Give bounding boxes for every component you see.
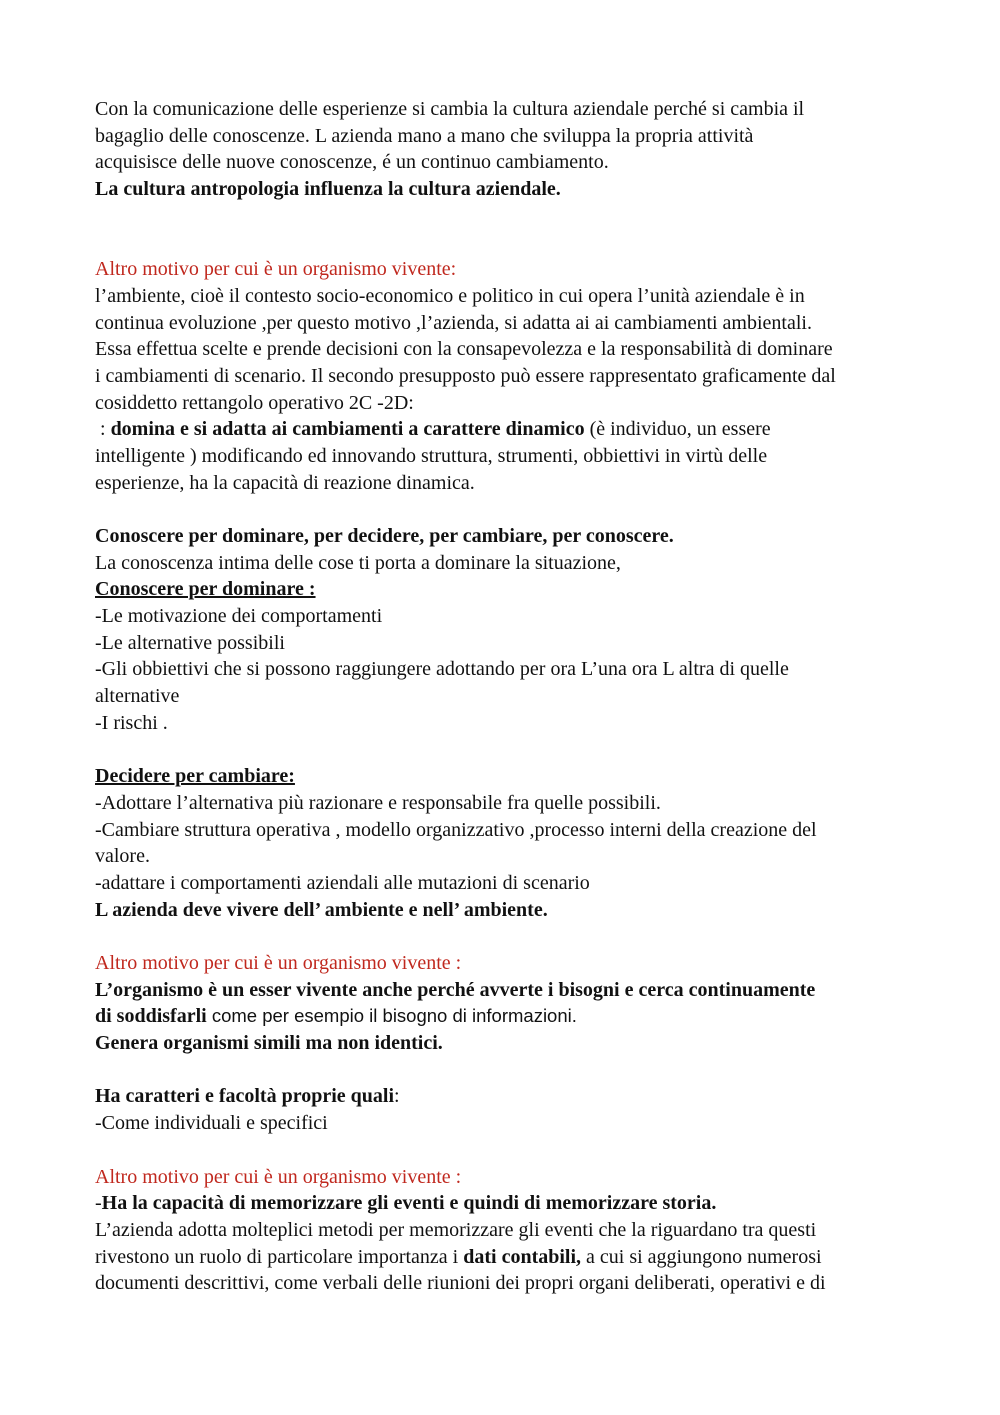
text-line	[95, 1190, 925, 1217]
text-line: documenti descrittivi, come verbali delle riunioni dei propri organi deliberati, operativi e di	[95, 1272, 826, 1295]
list-item: -Le motivazione dei comportamenti	[95, 605, 383, 628]
list-item: -Gli obbiettivi che si possono raggiungere adottando per ora L’una ora L altra di quelle	[95, 658, 789, 681]
text-line: intelligente ) modificando ed innovando struttura, strumenti, obbiettivi in virtù delle	[95, 444, 768, 467]
bold-statement: L’organismo è un esser vivente anche perché avverte i bisogni e cerca continuamente	[95, 978, 816, 1001]
text-line: i cambiamenti di scenario. Il secondo presupposto può essere rappresentato graficamente dal	[95, 364, 836, 387]
subheading: Conoscere per dominare :	[95, 578, 316, 601]
text-line	[95, 416, 925, 443]
list-item: valore.	[95, 845, 150, 868]
text-line	[95, 1083, 925, 1110]
bold-fragment: Ha caratteri e facoltà proprie quali	[95, 1085, 395, 1108]
text-fragment: -	[95, 1192, 102, 1215]
bold-fragment: domina e si adatta ai cambiamenti a carattere dinamico	[110, 418, 585, 441]
bold-statement: La cultura antropologia influenza la cultura aziendale.	[95, 178, 561, 201]
list-item: -Come individuali e specifici	[95, 1112, 328, 1135]
text-line: esperienze, ha la capacità di reazione dinamica.	[95, 471, 475, 494]
bold-fragment: dati contabili,	[463, 1245, 582, 1268]
text-line: Con la comunicazione delle esperienze si cambia la cultura aziendale perché si cambia il	[95, 98, 805, 120]
text-fragment: come per esempio il bisogno di informazioni.	[206, 1005, 577, 1027]
bold-statement: Genera organismi simili ma non identici.	[95, 1032, 443, 1055]
text-line	[95, 1244, 925, 1271]
text-line: acquisisce delle nuove conoscenze, é un continuo cambiamento.	[95, 151, 609, 174]
subheading: Decidere per cambiare:	[95, 765, 295, 788]
text-fragment: (è individuo, un essere	[584, 418, 771, 441]
text-line: continua evoluzione ,per questo motivo ,l’azienda, si adatta ai ai cambiamenti ambientali.	[95, 311, 812, 334]
section-heading: Altro motivo per cui è un organismo vivente :	[95, 952, 462, 975]
text-line	[95, 1003, 925, 1030]
list-item: alternative	[95, 685, 180, 708]
document-page	[95, 96, 925, 1297]
text-fragment: :	[95, 418, 111, 441]
bold-fragment: di soddisfarli	[95, 1005, 207, 1028]
list-item: -I rischi .	[95, 711, 168, 734]
text-line: bagaglio delle conoscenze. L azienda mano a mano che sviluppa la propria attività	[95, 124, 754, 147]
section-heading: Altro motivo per cui è un organismo vivente:	[95, 258, 457, 281]
text-fragment: a cui si aggiungono numerosi	[581, 1245, 822, 1268]
text-line: L’azienda adotta molteplici metodi per memorizzare gli eventi che la riguardano tra questi	[95, 1218, 817, 1241]
text-fragment: rivestono un ruolo di particolare importanza i	[95, 1245, 464, 1268]
section-heading: Altro motivo per cui è un organismo vivente :	[95, 1165, 462, 1188]
text-line: Essa effettua scelte e prende decisioni con la consapevolezza e la responsabilità di dominare	[95, 338, 833, 361]
bold-statement: L azienda deve vivere dell’ ambiente e nell’ ambiente.	[95, 898, 548, 921]
text-fragment: :	[394, 1085, 400, 1108]
list-item: -Cambiare struttura operativa , modello organizzativo ,processo interni della creazione del	[95, 818, 817, 841]
text-line: cosiddetto rettangolo operativo 2C -2D:	[95, 391, 414, 414]
list-item: -Le alternative possibili	[95, 631, 285, 654]
list-item: -Adottare l’alternativa più razionare e responsabile fra quelle possibili.	[95, 791, 661, 814]
bold-fragment: Ha la capacità di memorizzare gli eventi e quindi di memorizzare storia.	[101, 1192, 717, 1215]
text-line: l’ambiente, cioè il contesto socio-economico e politico in cui opera l’unità aziendale è in	[95, 284, 805, 307]
section-title: Conoscere per dominare, per decidere, per cambiare, per conoscere.	[95, 525, 674, 548]
list-item: -adattare i comportamenti aziendali alle mutazioni di scenario	[95, 871, 590, 894]
text-line: La conoscenza intima delle cose ti porta a dominare la situazione,	[95, 551, 621, 574]
